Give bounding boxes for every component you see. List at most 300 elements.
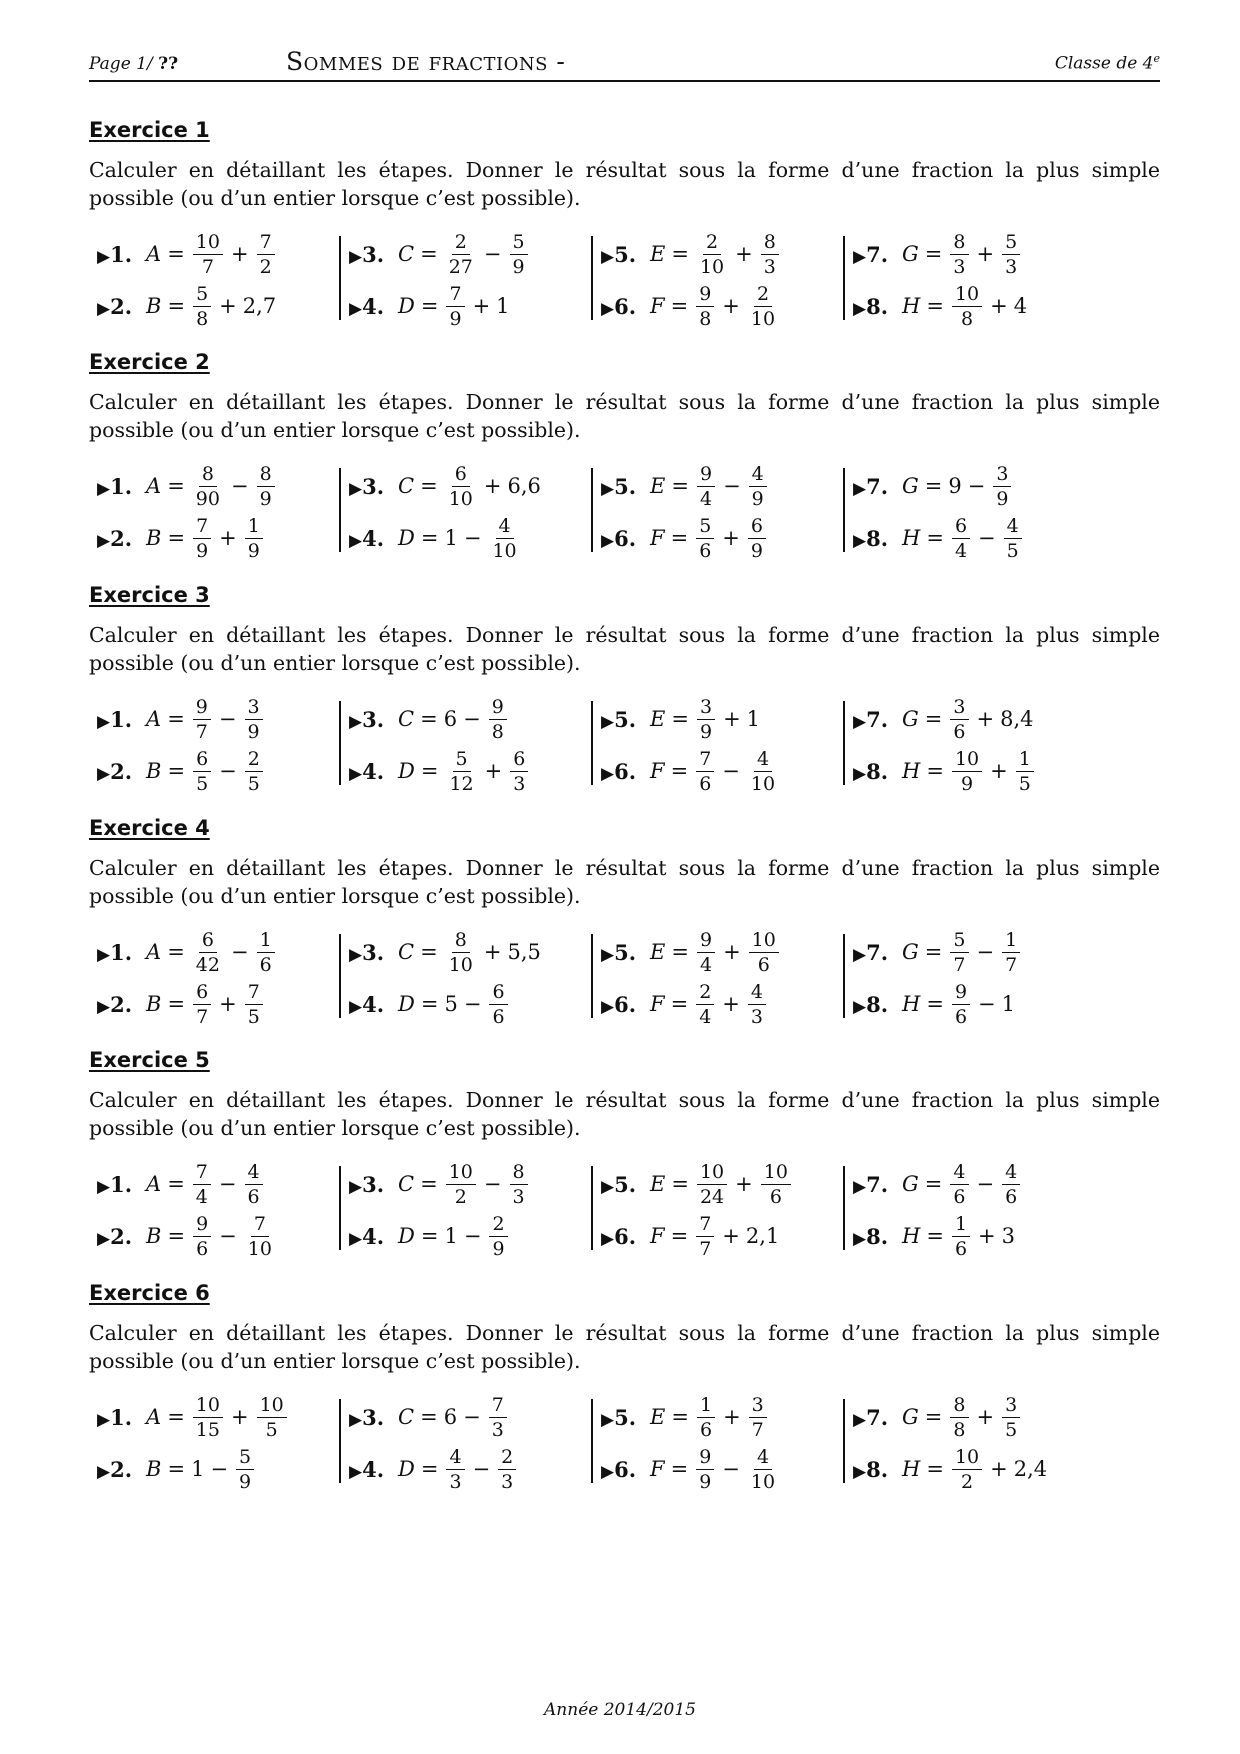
triangle-bullet-icon: ▶ [853, 944, 867, 965]
variable-name: B [146, 1224, 162, 1248]
numerator: 10 [257, 1394, 287, 1418]
item-number-label: 3. [362, 1404, 385, 1430]
item-number-label: 5. [614, 939, 637, 965]
number-term: 1 [444, 526, 458, 550]
expression-item [601, 230, 781, 278]
column-separator [843, 1166, 845, 1250]
fraction [950, 696, 968, 743]
denominator: 10 [750, 1470, 776, 1493]
denominator: 10 [699, 255, 725, 278]
numerator: 3 [697, 696, 715, 720]
number-term: 1 [496, 294, 510, 318]
item-number-label: 8. [866, 758, 889, 784]
numerator: 9 [696, 283, 714, 307]
item-number-label: 5. [614, 473, 637, 499]
denominator: 7 [1005, 953, 1018, 976]
numerator: 4 [446, 1446, 464, 1470]
expression-item [349, 462, 541, 510]
item-number [349, 1405, 384, 1430]
expression-item [97, 1393, 289, 1441]
item-number-label: 5. [614, 1404, 637, 1430]
expression-column [89, 1158, 359, 1258]
operator: + [990, 294, 1008, 318]
expression-column [341, 1158, 611, 1258]
fraction [510, 1161, 528, 1208]
denominator: 6 [769, 1185, 782, 1208]
equals-sign: = [167, 474, 185, 498]
item-number [601, 242, 636, 267]
item-number [601, 474, 636, 499]
denominator: 6 [259, 953, 272, 976]
equals-sign: = [420, 1224, 439, 1248]
expression-item [601, 514, 768, 562]
operator: − [723, 474, 741, 498]
item-number-label: 6. [614, 991, 637, 1017]
item-number [349, 707, 384, 732]
denominator: 9 [247, 720, 260, 743]
variable-name: B [146, 1457, 162, 1481]
variable-name: D [398, 1224, 415, 1248]
denominator: 6 [1005, 1185, 1018, 1208]
fraction [749, 463, 767, 510]
fraction [245, 981, 263, 1028]
variable-name: D [398, 526, 415, 550]
denominator: 3 [750, 1005, 763, 1028]
expression-item [601, 1445, 780, 1493]
fraction [1002, 929, 1020, 976]
operator: + [976, 242, 995, 266]
denominator: 10 [750, 772, 776, 795]
fraction [510, 231, 528, 278]
item-number-label: 7. [866, 473, 889, 499]
expression-column [341, 1391, 611, 1491]
triangle-bullet-icon: ▶ [349, 246, 363, 267]
equals-sign: = [924, 242, 943, 266]
item-number-label: 2. [110, 991, 133, 1017]
fraction [193, 283, 211, 330]
exercise-title: Exercice 2 [89, 350, 210, 374]
expression-column [593, 460, 863, 560]
operator: + [484, 759, 503, 783]
numerator: 8 [199, 463, 217, 487]
equals-sign: = [670, 759, 689, 783]
denominator: 9 [699, 720, 713, 743]
equals-sign: = [420, 242, 438, 266]
denominator: 10 [448, 487, 473, 510]
equals-sign: = [167, 1457, 186, 1481]
expression-item [97, 980, 265, 1028]
equals-sign: = [671, 1405, 689, 1429]
numerator: 7 [446, 283, 464, 307]
item-number [349, 526, 384, 551]
variable-name: H [902, 759, 921, 783]
variable-name: E [650, 242, 666, 266]
variable-name: C [398, 707, 415, 731]
expression-grid [89, 693, 1160, 793]
item-number-label: 4. [362, 1223, 385, 1249]
item-number-label: 8. [866, 525, 889, 551]
column-separator [339, 701, 341, 785]
operator: − [210, 1457, 229, 1481]
class-label-sup: e [1153, 52, 1160, 66]
numerator: 6 [452, 463, 470, 487]
page-total: ?? [158, 54, 179, 74]
denominator: 5 [1018, 772, 1031, 795]
fraction [489, 515, 519, 562]
numerator: 5 [950, 929, 968, 953]
denominator: 9 [196, 539, 209, 562]
triangle-bullet-icon: ▶ [601, 996, 615, 1017]
numerator: 2 [754, 283, 772, 307]
equals-sign: = [420, 294, 439, 318]
item-number [349, 1457, 384, 1482]
item-number [601, 759, 636, 784]
expression-item [349, 1393, 509, 1441]
exercise-title: Exercice 1 [89, 118, 210, 142]
fraction [446, 1446, 464, 1493]
denominator: 9 [751, 487, 764, 510]
equals-sign: = [926, 1224, 944, 1248]
fraction [257, 1394, 287, 1441]
variable-name: G [902, 707, 919, 731]
triangle-bullet-icon: ▶ [601, 1409, 615, 1430]
variable-name: G [902, 242, 919, 266]
numerator: 6 [748, 515, 766, 539]
numerator: 1 [1002, 929, 1020, 953]
column-separator [339, 934, 341, 1018]
exercise-title: Exercice 5 [89, 1048, 210, 1072]
numerator: 10 [193, 1394, 223, 1418]
numerator: 3 [245, 696, 263, 720]
triangle-bullet-icon: ▶ [349, 530, 363, 551]
triangle-bullet-icon: ▶ [97, 711, 111, 732]
fraction [950, 231, 968, 278]
class-label [1055, 52, 1160, 74]
equals-sign: = [167, 1172, 185, 1196]
numerator: 7 [257, 231, 275, 255]
equals-sign: = [671, 474, 689, 498]
fraction [952, 981, 970, 1028]
equals-sign: = [420, 992, 439, 1016]
fraction [1002, 1161, 1020, 1208]
denominator: 4 [699, 487, 713, 510]
expression-column [593, 926, 863, 1026]
triangle-bullet-icon: ▶ [349, 763, 363, 784]
exercise-4 [89, 816, 1160, 1056]
numerator: 7 [193, 515, 211, 539]
fraction [1004, 515, 1022, 562]
fraction [749, 1394, 767, 1441]
numerator: 10 [761, 1161, 791, 1185]
exercise-2 [89, 350, 1160, 590]
numerator: 2 [696, 981, 714, 1005]
variable-name: A [146, 707, 162, 731]
operator: + [219, 992, 237, 1016]
numerator: 5 [236, 1446, 254, 1470]
numerator: 8 [257, 463, 275, 487]
operator: + [990, 1457, 1008, 1481]
fraction [1016, 748, 1034, 795]
fraction [696, 1213, 714, 1260]
equals-sign: = [420, 1172, 438, 1196]
item-number-label: 4. [362, 525, 385, 551]
numerator: 8 [950, 231, 968, 255]
numerator: 10 [952, 748, 982, 772]
numerator: 2 [498, 1446, 516, 1470]
equals-sign: = [671, 707, 689, 731]
item-number [601, 1405, 636, 1430]
denominator: 6 [757, 953, 770, 976]
fraction [748, 981, 766, 1028]
numerator: 6 [952, 515, 970, 539]
number-term: 1 [746, 707, 761, 731]
triangle-bullet-icon: ▶ [97, 246, 111, 267]
item-number-label: 3. [362, 241, 385, 267]
numerator: 3 [1002, 1394, 1020, 1418]
fraction [257, 231, 275, 278]
expression-item [349, 980, 510, 1028]
operator: − [219, 1224, 237, 1248]
variable-name: F [650, 992, 665, 1016]
item-number-label: 3. [362, 473, 385, 499]
expression-item [349, 230, 530, 278]
numerator: 2 [452, 231, 470, 255]
numerator: 10 [193, 231, 223, 255]
item-number-label: 8. [866, 1223, 889, 1249]
triangle-bullet-icon: ▶ [349, 1176, 363, 1197]
denominator: 24 [699, 1185, 725, 1208]
item-number [601, 1457, 636, 1482]
denominator: 5 [1005, 1418, 1018, 1441]
triangle-bullet-icon: ▶ [853, 763, 867, 784]
column-separator [843, 701, 845, 785]
equals-sign: = [670, 1224, 689, 1248]
denominator: 8 [491, 720, 504, 743]
triangle-bullet-icon: ▶ [853, 478, 867, 499]
expression-item [97, 747, 265, 795]
item-number [853, 992, 888, 1017]
operator: − [463, 1224, 482, 1248]
item-number [97, 940, 132, 965]
item-number-label: 2. [110, 1223, 133, 1249]
operator: + [483, 940, 502, 964]
operator: − [463, 1405, 481, 1429]
column-separator [843, 934, 845, 1018]
item-number-label: 5. [614, 1171, 637, 1197]
expression-item [97, 462, 277, 510]
equals-sign: = [924, 940, 943, 964]
variable-name: C [398, 1405, 415, 1429]
expression-grid [89, 460, 1160, 560]
triangle-bullet-icon: ▶ [349, 944, 363, 965]
expression-column [593, 1391, 863, 1491]
numerator: 2 [245, 748, 263, 772]
denominator: 2 [454, 1185, 467, 1208]
expression-item [853, 1393, 1022, 1441]
fraction [748, 748, 778, 795]
operator: + [472, 294, 491, 318]
exercise-instruction: Calculer en détaillant les étapes. Donner le résultat sous la forme d’une fraction la plus simple possible (ou d’un entier lorsque c’est possible). [89, 1088, 1160, 1140]
triangle-bullet-icon: ▶ [853, 996, 867, 1017]
operator: + [723, 1405, 741, 1429]
number-term: 2,1 [745, 1224, 780, 1248]
variable-name: A [146, 940, 162, 964]
operator: + [735, 242, 753, 266]
operator: − [230, 474, 249, 498]
operator: + [483, 474, 502, 498]
expression-item [601, 695, 761, 743]
operator: + [722, 992, 740, 1016]
equals-sign: = [671, 1172, 689, 1196]
equals-sign: = [420, 474, 438, 498]
denominator: 15 [195, 1418, 220, 1441]
expression-item [97, 230, 277, 278]
item-number-label: 4. [362, 1456, 385, 1482]
expression-item [853, 514, 1024, 562]
denominator: 7 [751, 1418, 764, 1441]
column-separator [339, 1166, 341, 1250]
equals-sign: = [167, 759, 186, 783]
expression-column [89, 1391, 359, 1491]
equals-sign: = [924, 1172, 943, 1196]
triangle-bullet-icon: ▶ [349, 478, 363, 499]
expression-item [601, 747, 780, 795]
equals-sign: = [420, 707, 438, 731]
denominator: 42 [195, 953, 220, 976]
exercise-instruction: Calculer en détaillant les étapes. Donner le résultat sous la forme d’une fraction la plus simple possible (ou d’un entier lorsque c’est possible). [89, 158, 1160, 210]
variable-name: C [398, 242, 415, 266]
triangle-bullet-icon: ▶ [349, 298, 363, 319]
fraction [446, 748, 476, 795]
item-number-label: 7. [866, 1404, 889, 1430]
item-number-label: 7. [866, 1171, 889, 1197]
denominator: 90 [195, 487, 220, 510]
equals-sign: = [420, 1457, 439, 1481]
numerator: 8 [510, 1161, 528, 1185]
item-number [97, 526, 132, 551]
expression-grid [89, 926, 1160, 1026]
fraction [245, 696, 263, 743]
item-number-label: 8. [866, 1456, 889, 1482]
variable-name: G [902, 1405, 919, 1429]
expression-item [97, 514, 265, 562]
triangle-bullet-icon: ▶ [601, 530, 615, 551]
column-separator [591, 934, 593, 1018]
numerator: 9 [193, 1213, 211, 1237]
expression-column [593, 1158, 863, 1258]
expression-column [845, 1391, 1115, 1491]
item-number [97, 242, 132, 267]
column-separator [843, 1399, 845, 1483]
denominator: 5 [1006, 539, 1019, 562]
triangle-bullet-icon: ▶ [601, 298, 615, 319]
item-number [349, 940, 384, 965]
denominator: 9 [239, 1470, 252, 1493]
number-term: 2,7 [242, 294, 277, 318]
expression-column [845, 228, 1115, 328]
item-number [853, 759, 888, 784]
column-separator [591, 468, 593, 552]
expression-item [853, 230, 1022, 278]
item-number [853, 940, 888, 965]
operator: + [976, 707, 995, 731]
triangle-bullet-icon: ▶ [349, 1228, 363, 1249]
numerator: 4 [950, 1161, 968, 1185]
item-number-label: 8. [866, 991, 889, 1017]
triangle-bullet-icon: ▶ [97, 298, 111, 319]
numerator: 10 [952, 1446, 982, 1470]
item-number-label: 4. [362, 991, 385, 1017]
operator: − [722, 1457, 740, 1481]
denominator: 5 [247, 772, 260, 795]
denominator: 8 [196, 307, 209, 330]
numerator: 6 [199, 929, 217, 953]
numerator: 4 [754, 748, 772, 772]
variable-name: D [398, 759, 415, 783]
operator: + [219, 526, 237, 550]
expression-item [97, 1212, 277, 1260]
denominator: 10 [247, 1237, 272, 1260]
numerator: 4 [749, 463, 767, 487]
equals-sign: = [167, 940, 185, 964]
exercise-1 [89, 118, 1160, 358]
expression-item [853, 462, 1013, 510]
operator: + [976, 1405, 995, 1429]
denominator: 3 [449, 1470, 462, 1493]
operator: − [463, 707, 481, 731]
column-separator [591, 701, 593, 785]
variable-name: D [398, 992, 415, 1016]
expression-item [97, 928, 277, 976]
fraction [952, 283, 982, 330]
expression-item [349, 1160, 530, 1208]
expression-item [349, 1212, 510, 1260]
operator: + [723, 940, 741, 964]
fraction [446, 929, 476, 976]
numerator: 2 [489, 1213, 507, 1237]
triangle-bullet-icon: ▶ [97, 1176, 111, 1197]
variable-name: H [902, 1224, 921, 1248]
denominator: 10 [448, 953, 473, 976]
denominator: 7 [196, 1005, 209, 1028]
triangle-bullet-icon: ▶ [853, 1409, 867, 1430]
expression-item [97, 1160, 265, 1208]
triangle-bullet-icon: ▶ [97, 530, 111, 551]
item-number [601, 707, 636, 732]
numerator: 5 [453, 748, 471, 772]
expression-item [349, 282, 510, 330]
expression-column [341, 926, 611, 1026]
denominator: 3 [501, 1470, 514, 1493]
number-term: 1 [191, 1457, 205, 1481]
numerator: 9 [697, 929, 715, 953]
expression-item [349, 747, 530, 795]
triangle-bullet-icon: ▶ [853, 530, 867, 551]
exercise-instruction: Calculer en détaillant les étapes. Donner le résultat sous la forme d’une fraction la plus simple possible (ou d’un entier lorsque c’est possible). [89, 856, 1160, 908]
numerator: 6 [510, 748, 528, 772]
number-term: 5,5 [507, 940, 541, 964]
equals-sign: = [924, 474, 943, 498]
fraction [1002, 1394, 1020, 1441]
fraction [193, 1394, 223, 1441]
item-number-label: 1. [110, 241, 133, 267]
item-number [97, 1405, 132, 1430]
variable-name: H [902, 526, 921, 550]
denominator: 6 [699, 772, 712, 795]
fraction [489, 1394, 507, 1441]
numerator: 9 [696, 1446, 714, 1470]
denominator: 3 [491, 1418, 504, 1441]
